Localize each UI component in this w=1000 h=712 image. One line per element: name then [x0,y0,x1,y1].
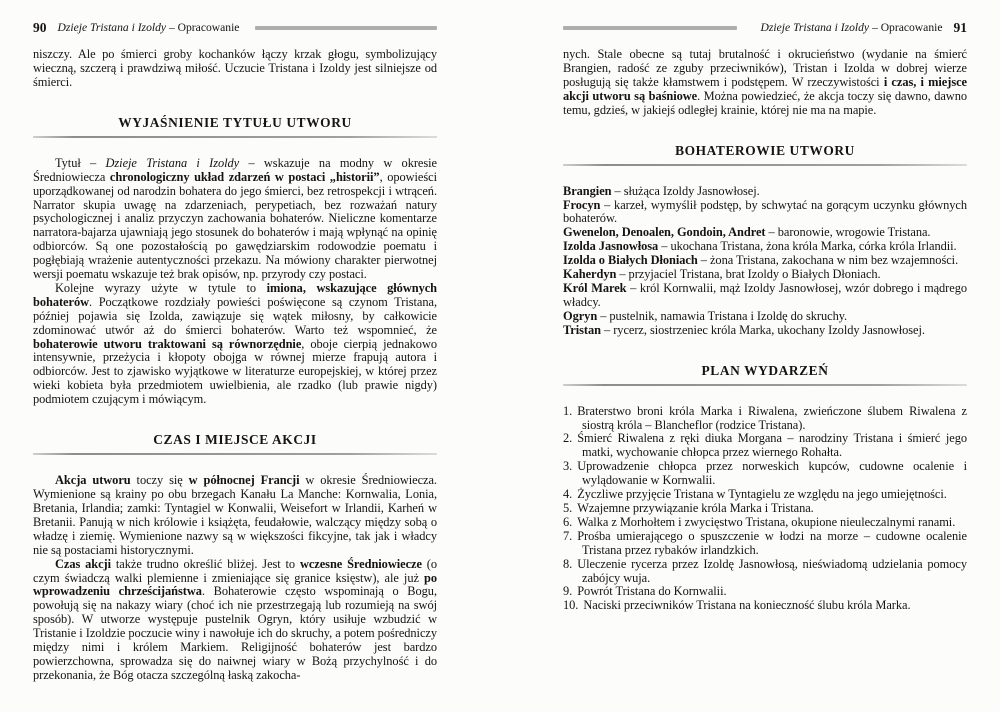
page-number-left: 90 [33,19,47,35]
section-paragraphs [33,157,437,407]
paragraph-continuation-left: niszczy. Ale po śmierci groby kochanków łączy krzak głogu, symbolizujący wieczną, szczerą i prawdziwą miłość. Uczucie Tristana i Izoldy jest silniejsze od śmierci. [33,47,437,89]
plan-item-number: 2. [563,431,573,446]
character-entry: Izolda Jasnowłosa – ukochana Tristana, żona króla Marka, córka króla Irlandii. [563,239,957,254]
character-entry: Izolda o Białych Dłoniach – żona Tristana, zakochana w nim bez wzajemności. [563,253,959,268]
character-entry: Tristan – rycerz, siostrzeniec króla Marka, ukochany Izoldy Jasnowłosej. [563,322,925,337]
plan-item-number: 7. [563,528,573,543]
paragraph: Kolejne wyrazy użyte w tytule to imiona, wskazujące głównych bohaterów. Początkowe rozdziały powieści poświęcone są czynom Tristana, później pojawia się Izolda, zawiązuje się wątek miłosny, by całkowicie zdominować utwór aż do śmierci bohaterów. Warto też wspomnieć, że bohaterowie utworu traktowani są równorzędnie, oboje cierpią jednakowo intensywnie, przeżycia i kłopoty obojga w równej mierze frapują autora i odbiorców. Jest to zjawisko wyjątkowe w literaturze europejskiej, w której przez wieki kobieta była przedmiotem uwielbienia, ale rzadko (lub prawie nigdy) podmiotem czującym i mówiącym. [33,280,437,407]
plan-item-text: Prośba umierającego o spuszczenie w łodzi na morze – cudowne ocalenie Tristana przez rybaków irlandzkich. [577,528,967,557]
paragraph: Tytuł – Dzieje Tristana i Izoldy – wskazuje na modny w okresie Średniowiecza chronologiczny układ zdarzeń w postaci „historii”, opowieści uporządkowanej od narodzin bohatera do jego śmierci, bez retrospekcji i wtrąceń. Narrator skupia uwagę na zdarzeniach, perypetiach, bez rozważań natury psychologicznej i analiz przyczyn zachowania bohaterów. Nieliczne komentarze narratora-bajarza ujawniają jego stosunek do bohaterów i mają wpłynąć na opinię odbiorców. Są one pozostałością po gawędziarskim rodowodzie poematu i pogłębiają wrażenie autentyczności przekazu. Na mówiony charakter pierwotnej wersji poematu wskazuje też brak opisów, np. przyrody czy postaci. [33,155,437,282]
plan-item-number: 6. [563,514,573,529]
plan-list-item [563,432,967,460]
section-heading: CZAS I MIEJSCE AKCJI [153,432,317,448]
plan-list-item [563,502,967,516]
paragraph: Czas akcji także trudno określić bliżej. Jest to wczesne Średniowiecze (o czym świadczą walki plemienne i zmieniające się granice księstw), ale już po wprowadzeniu chrześcijaństwa. Bohaterowie często wspominają o Bogu, powołują się na nakazy wiary (choć ich nie przestrzegają lub rozumieją na swój sposób). W utworze występuje pustelnik Ogryn, który usiłuje wzbudzić w Tristanie i Izoldzie poczucie winy i nawołuje ich do skruchy, a potem pośredniczy między nimi i królem Markiem. Religijność bohaterów jest bardzo powierzchowna, sprowadza się do naiwnej wiary w Bożą przychylność i do przekonania, że Bóg otacza szczególną łaską zakocha- [33,556,437,682]
plan-item-text: Uleczenie rycerza przez Izoldę Jasnowłosą, nieświadomą udzielania pomocy zabójcy wuja. [577,556,967,585]
heading-rule [563,164,967,166]
plan-item-text: Życzliwe przyjęcie Tristana w Tyntagielu ze względu na jego umiejętności. [577,487,947,502]
plan-item-text: Wzajemne przywiązanie króla Marka i Tristana. [577,501,814,515]
running-header-right [563,20,967,35]
running-title-left: Dzieje Tristana i Izoldy – Opracowanie [57,21,240,34]
plan-list-item [563,405,967,433]
plan-list-item [563,558,967,586]
section-heading: WYJAŚNIENIE TYTUŁU UTWORU [118,114,352,130]
plan-list-item [563,585,967,599]
header-bar-left [255,26,437,30]
section-czas-i-miejsce [33,432,437,683]
character-entry: Ogryn – pustelnik, namawia Tristana i Izoldę do skruchy. [563,308,848,323]
plan-item-number: 1. [563,403,573,418]
plan-list [563,405,967,614]
character-entry: Król Marek – król Kornwalii, mąż Izoldy Jasnowłosej, wzór dobrego i mądrego władcy. [563,280,967,309]
section-wyjasnienie-tytulu [33,115,437,407]
section-heading: BOHATEROWIE UTWORU [675,142,855,158]
plan-item-text: Powrót Tristana do Kornwalii. [577,584,727,599]
character-list [563,185,967,338]
plan-item-number: 9. [563,584,573,599]
plan-item-number: 4. [563,487,573,502]
running-header-left [33,20,437,35]
paragraph: Akcja utworu toczy się w północnej Francji w okresie Średniowiecza. Wymienione są krainy po obu brzegach Kanału La Manche: Kornwalia, Lonia, Bretania, Irlandia; zamki: Tyntagiel w Konwalii, Weisefort w Irlandii, Karheń w Bretanii. Panują w nich królowie i książęta, feudałowie, walczący między sobą o władzę i ziemię. Wymienione nazwy są w większości fikcyjne, tak jak i władcy nie są postaciami historycznymi. [33,473,437,557]
section-plan-wydarzen [563,363,967,614]
heading-rule [33,136,437,138]
character-entry: Frocyn – karzeł, wymyślił podstęp, by schwytać na gorącym uczynku głównych bohaterów. [563,197,967,226]
plan-list-item [563,516,967,530]
plan-item-number: 8. [563,556,573,571]
plan-item-number: 10. [563,598,579,613]
plan-item-number: 3. [563,459,573,474]
plan-item-text: Walka z Morhołtem i zwycięstwo Tristana, okupione nieuleczalnymi ranami. [577,514,956,529]
plan-item-number: 5. [563,501,573,515]
character-entry: Gwenelon, Denoalen, Gondoin, Andret – baronowie, wrogowie Tristana. [563,225,931,240]
header-bar-right [563,26,737,30]
plan-list-item [563,530,967,558]
page-right [500,0,1000,712]
paragraph-continuation-right: nych. Stale obecne są tutaj brutalność i okrucieństwo (wydanie na śmierć Brangien, radość ze zguby przeciwników), Tristan i Izolda w dobrej wierze posługują się także kłamstwem i podstępem. W rzeczywistości i czas, i miejsce akcji utworu są baśniowe. Można powiedzieć, że akcja toczy się dawno, dawno temu, gdzieś, w jakiejś odległej krainie, której nie ma na mapie. [563,47,967,117]
page-number-right: 91 [953,19,967,35]
character-entry: Kaherdyn – przyjaciel Tristana, brat Izoldy o Białych Dłoniach. [563,267,881,282]
running-title-right: Dzieje Tristana i Izoldy – Opracowanie [760,21,943,34]
plan-item-text: Naciski przeciwników Tristana na konieczność ślubu króla Marka. [583,598,911,613]
plan-item-text: Braterstwo broni króla Marka i Riwalena, zwieńczone ślubem Riwalena z siostrą króla – Blancheflor (rodzice Tristana). [577,403,967,432]
heading-rule [33,453,437,455]
plan-list-item [563,488,967,502]
plan-list-item [563,460,967,488]
section-bohaterowie [563,143,967,338]
section-paragraphs [33,474,437,683]
plan-list-item [563,599,967,613]
character-entry: Brangien – służąca Izoldy Jasnowłosej. [563,183,760,198]
section-heading: PLAN WYDARZEŃ [701,362,829,378]
heading-rule [563,384,967,386]
plan-item-text: Uprowadzenie chłopca przez norweskich kupców, cudowne ocalenie i wylądowanie w Kornwalii. [577,459,967,488]
plan-item-text: Śmierć Riwalena z ręki diuka Morgana – narodziny Tristana i śmierć jego matki, wychowanie chłopca przez wiernego Rohałta. [577,431,967,460]
